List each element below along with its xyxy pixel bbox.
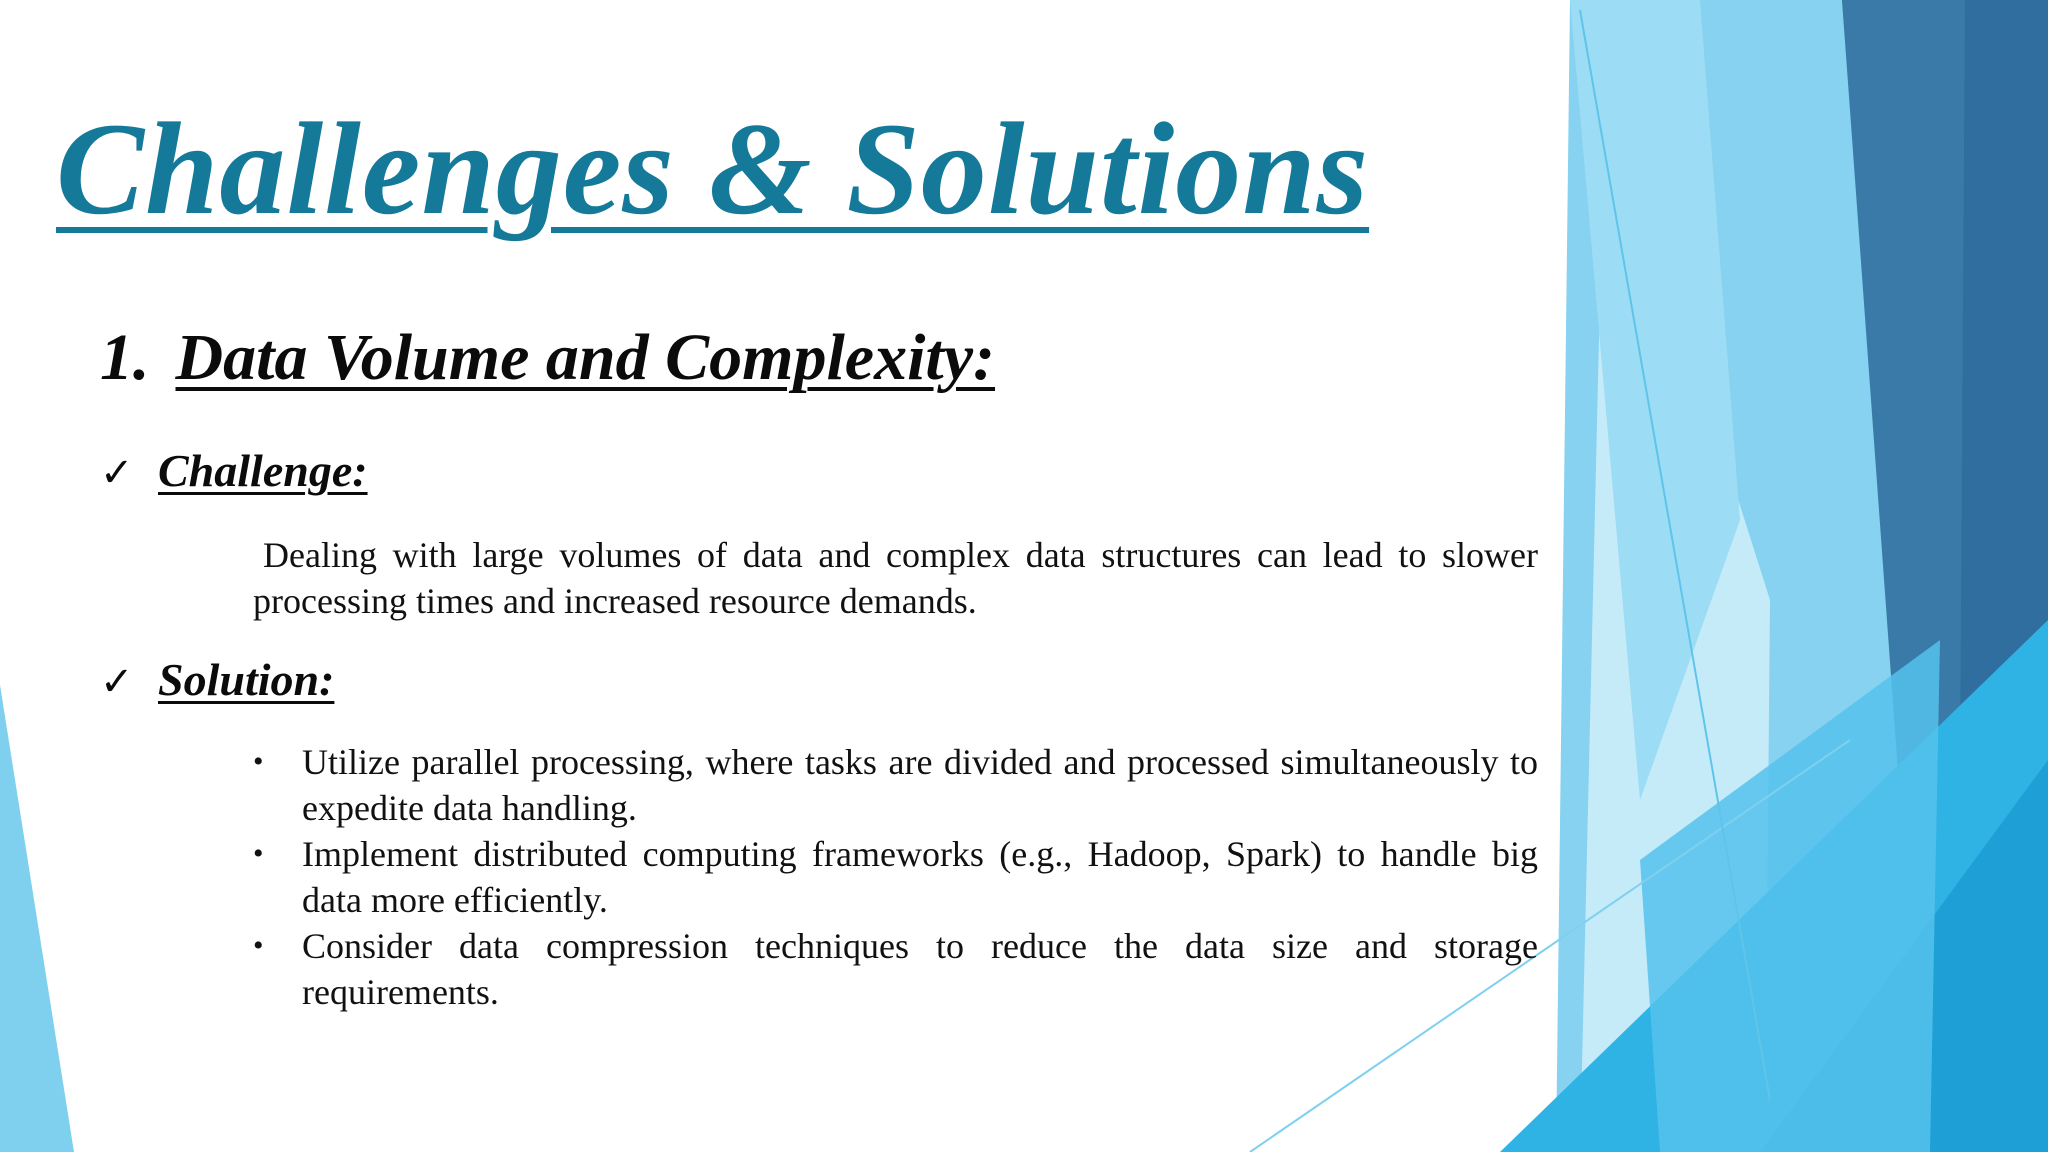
checkmark-icon: ✓: [100, 450, 134, 496]
challenge-text: Dealing with large volumes of data and complex data structures can lead to slower processing times and increased resource demands.: [253, 535, 1538, 621]
checkmark-icon: ✓: [100, 659, 134, 705]
solution-label: [100, 655, 334, 706]
solution-label-text: Solution:: [158, 654, 335, 705]
challenge-paragraph: [253, 532, 1538, 624]
list-item: [253, 923, 1538, 1015]
bullet-text: Utilize parallel processing, where tasks are divided and processed simultaneously to expedite data handling.: [302, 742, 1538, 828]
bullet-icon: •: [253, 929, 264, 962]
section-heading-text: Data Volume and Complexity:: [175, 321, 996, 394]
bullet-text: Consider data compression techniques to reduce the data size and storage requirements.: [302, 926, 1538, 1012]
bullet-icon: •: [253, 837, 264, 870]
solution-bullet-list: [253, 739, 1538, 1015]
bullet-text: Implement distributed computing frameworks (e.g., Hadoop, Spark) to handle big data more efficiently.: [302, 834, 1538, 920]
list-item: [253, 739, 1538, 831]
section-heading: [100, 322, 995, 395]
bullet-icon: •: [253, 745, 264, 778]
list-item: [253, 831, 1538, 923]
section-number: 1.: [100, 321, 150, 394]
challenge-label-text: Challenge:: [158, 445, 368, 496]
challenge-label: [100, 446, 368, 497]
slide-title: Challenges & Solutions: [56, 95, 1370, 242]
